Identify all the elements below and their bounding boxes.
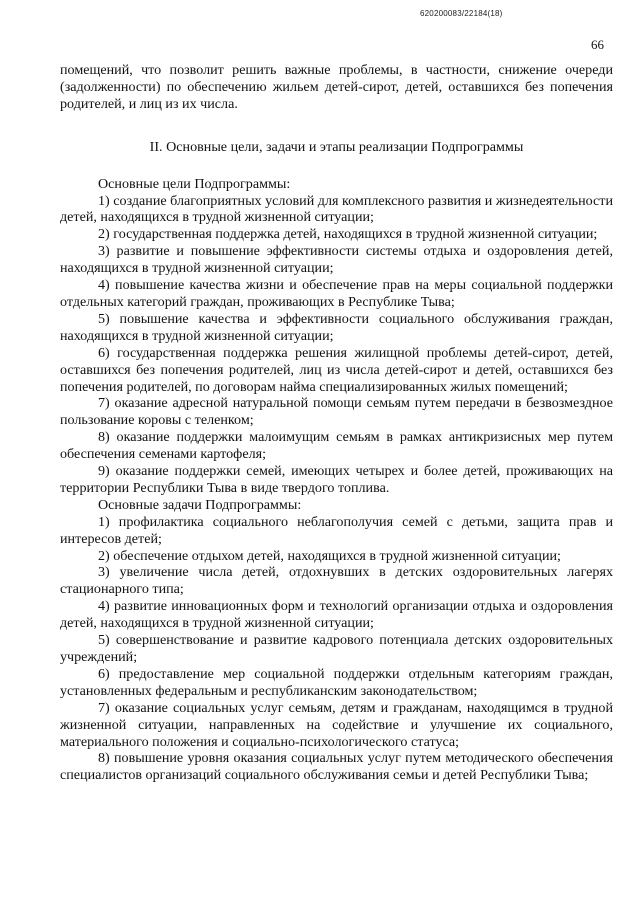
task-item: 5) совершенствование и развитие кадрового потенциала детских оздоровительных учреждений; <box>60 632 613 665</box>
task-item: 8) повышение уровня оказания социальных услуг путем методического обеспечения специалистов организаций социального обслуживания семьи и детей Республики Тыва; <box>60 750 613 784</box>
goal-item: 2) государственная поддержка детей, находящихся в трудной жизненной ситуации; <box>98 226 598 243</box>
goal-item: 9) оказание поддержки семей, имеющих четырех и более детей, проживающих на территории Республики Тыва в виде твердого топлива. <box>60 463 613 496</box>
task-item: 2) обеспечение отдыхом детей, находящихся в трудной жизненной ситуации; <box>98 547 561 564</box>
intro-paragraph: помещений, что позволит решить важные проблемы, в частности, снижение очереди (задолженности) по обеспечению жильем детей-сирот, детей, оставшихся без попечения родителей, и лиц из их числа. <box>60 62 613 112</box>
document-id: 620200083/22184(18) <box>420 9 503 18</box>
page-content <box>60 62 613 784</box>
page-number: 66 <box>591 37 604 52</box>
task-item: 6) предоставление мер социальной поддержки отдельным категориям граждан, установленных федеральным и республиканским законодательством; <box>60 665 613 699</box>
goal-item: 8) оказание поддержки малоимущим семьям в рамках антикризисных мер путем обеспечения семенами картофеля; <box>60 429 613 463</box>
task-item: 4) развитие инновационных форм и технологий организации отдыха и оздоровления детей, находящихся в трудной жизненной ситуации; <box>60 598 613 632</box>
goals-title: Основные цели Подпрограммы: <box>98 175 291 192</box>
goal-item: 3) развитие и повышение эффективности системы отдыха и оздоровления детей, находящихся в трудной жизненной ситуации; <box>60 243 613 277</box>
task-item: 1) профилактика социального неблагополучия семей с детьми, защита прав и интересов детей; <box>60 513 613 547</box>
goal-item: 1) создание благоприятных условий для комплексного развития и жизнедеятельности детей, находящихся в трудной жизненной ситуации; <box>60 192 613 226</box>
goal-item: 7) оказание адресной натуральной помощи семьям путем передачи в безвозмездное пользование коровы с теленком; <box>60 395 613 429</box>
goal-item: 5) повышение качества и эффективности социального обслуживания граждан, находящихся в трудной жизненной ситуации; <box>60 310 613 344</box>
goal-item: 4) повышение качества жизни и обеспечение прав на меры социальной поддержки отдельных категорий граждан, проживающих в Республике Тыва; <box>60 277 613 310</box>
goal-item: 6) государственная поддержка решения жилищной проблемы детей-сирот, детей, оставшихся без попечения родителей, лиц из числа детей-сирот и детей, оставшихся без попечения родителей, по договорам найма специализированных жилых помещений; <box>60 344 613 395</box>
section-heading: II. Основные цели, задачи и этапы реализации Подпрограммы <box>149 138 524 155</box>
task-item: 7) оказание социальных услуг семьям, детям и гражданам, находящимся в трудной жизненной ситуации, направленных на содействие и улучшение их социального, материального положения и социально-психологического статуса; <box>60 699 613 750</box>
tasks-title: Основные задачи Подпрограммы: <box>98 496 302 513</box>
task-item: 3) увеличение числа детей, отдохнувших в детских оздоровительных лагерях стационарного типа; <box>60 564 613 598</box>
